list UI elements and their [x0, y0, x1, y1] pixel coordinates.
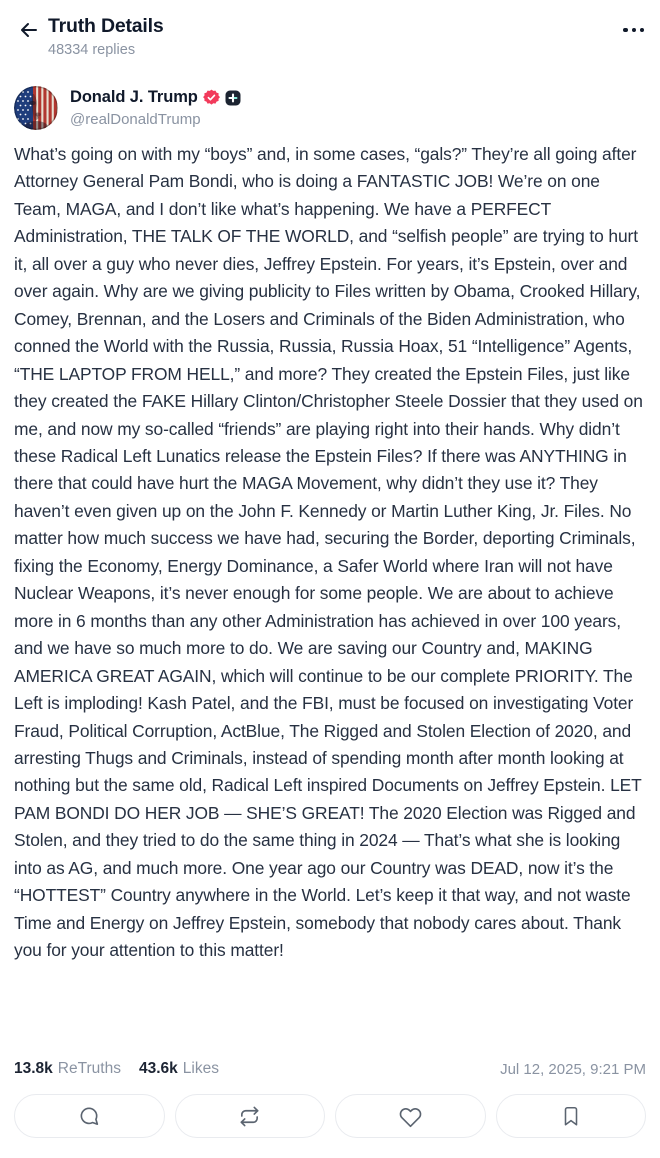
bookmark-button[interactable]	[496, 1094, 647, 1138]
retruths-label: ReTruths	[57, 1060, 121, 1077]
likes-label: Likes	[182, 1060, 219, 1077]
back-button[interactable]	[14, 15, 44, 45]
more-options-button[interactable]	[612, 20, 644, 40]
bookmark-icon	[560, 1105, 582, 1127]
likes-stat[interactable]	[139, 1060, 219, 1078]
likes-value: 43.6k	[138, 1060, 178, 1077]
author-name-row	[70, 88, 241, 107]
avatar[interactable]	[14, 86, 58, 130]
ellipsis-icon	[623, 28, 627, 32]
post-stats-row	[14, 1058, 646, 1080]
flag-face-avatar-image	[14, 86, 58, 130]
author-display-name[interactable]: Donald J. Trump	[70, 88, 198, 106]
heart-icon	[399, 1105, 422, 1128]
truth-plus-badge-icon	[225, 90, 241, 106]
retruths-stat[interactable]	[14, 1060, 121, 1078]
retruth-button[interactable]	[175, 1094, 326, 1138]
replies-count: 48334 replies	[48, 42, 136, 58]
post-body-text: What’s going on with my “boys” and, in some cases, “gals?” They’re all going after Attorney General Pam Bondi, who is doing a FANTASTIC JOB! We’re on one Team, MAGA, and I don’t like what’s happening. We have a PERFECT Administration, THE TALK OF THE WORLD, and “selfish people” are trying to hurt it, all over a guy who never dies, Jeffrey Epstein. For years, it’s Epstein, over and over again. Why are we giving publicity to Files written by Obama, Crooked Hillary, Comey, Brennan, and the Losers and Criminals of the Biden Administration, who conned the World with the Russia, Russia, Russia Hoax, 51 “Intelligence” Agents, “THE LAPTOP FROM HELL,” and more? They created the Epstein Files, just like they created the FAKE Hillary Clinton/Christopher Steele Dossier that they used on me, and now my so-called “friends” are playing right into their hands. Why didn’t these Radical Left Lunatics release the Epstein Files? If there was ANYTHING in there that could have hurt the MAGA Movement, why didn’t they use it? They haven’t even given up on the John F. Kennedy or Martin Luther King, Jr. Files. No matter how much success we have had, securing the Border, deporting Criminals, fixing the Economy, Energy Dominance, a Safer World where Iran will not have Nuclear Weapons, it’s never enough for some people. We are about to achieve more in 6 months than any other Administration has achieved in over 100 years, and we have so much more to do. We are saving our Country and, MAKING AMERICA GREAT AGAIN, which will continue to be our complete PRIORITY. The Left is imploding! Kash Patel, and the FBI, must be focused on investigating Voter Fraud, Political Corruption, ActBlue, The Rigged and Stolen Election of 2020, and arresting Thugs and Criminals, instead of spending month after month looking at nothing but the same old, Radical Left inspired Documents on Jeffrey Epstein. LET PAM BONDI DO HER JOB — SHE’S GREAT! The 2020 Election was Rigged and Stolen, and they tried to do the same thing in 2024 — That’s what she is looking into as AG, and much more. One year ago our Country was DEAD, now it’s the “HOTTEST” Country anywhere in the World. Let’s keep it that way, and not waste Time and Energy on Jeffrey Epstein, somebody that nobody cares about. Thank you for your attention to this matter!	[14, 144, 648, 961]
retruths-value: 13.8k	[14, 1060, 53, 1077]
reply-button[interactable]	[14, 1094, 165, 1138]
verified-badge-icon	[203, 89, 220, 106]
page-title: Truth Details	[48, 15, 164, 37]
speech-bubble-icon	[78, 1105, 101, 1128]
post-timestamp: Jul 12, 2025, 9:21 PM	[500, 1060, 646, 1078]
arrow-left-icon	[17, 18, 41, 42]
repeat-arrows-icon	[238, 1105, 261, 1128]
author-handle[interactable]: @realDonaldTrump	[70, 111, 201, 128]
like-button[interactable]	[335, 1094, 486, 1138]
post-action-bar	[14, 1094, 646, 1138]
